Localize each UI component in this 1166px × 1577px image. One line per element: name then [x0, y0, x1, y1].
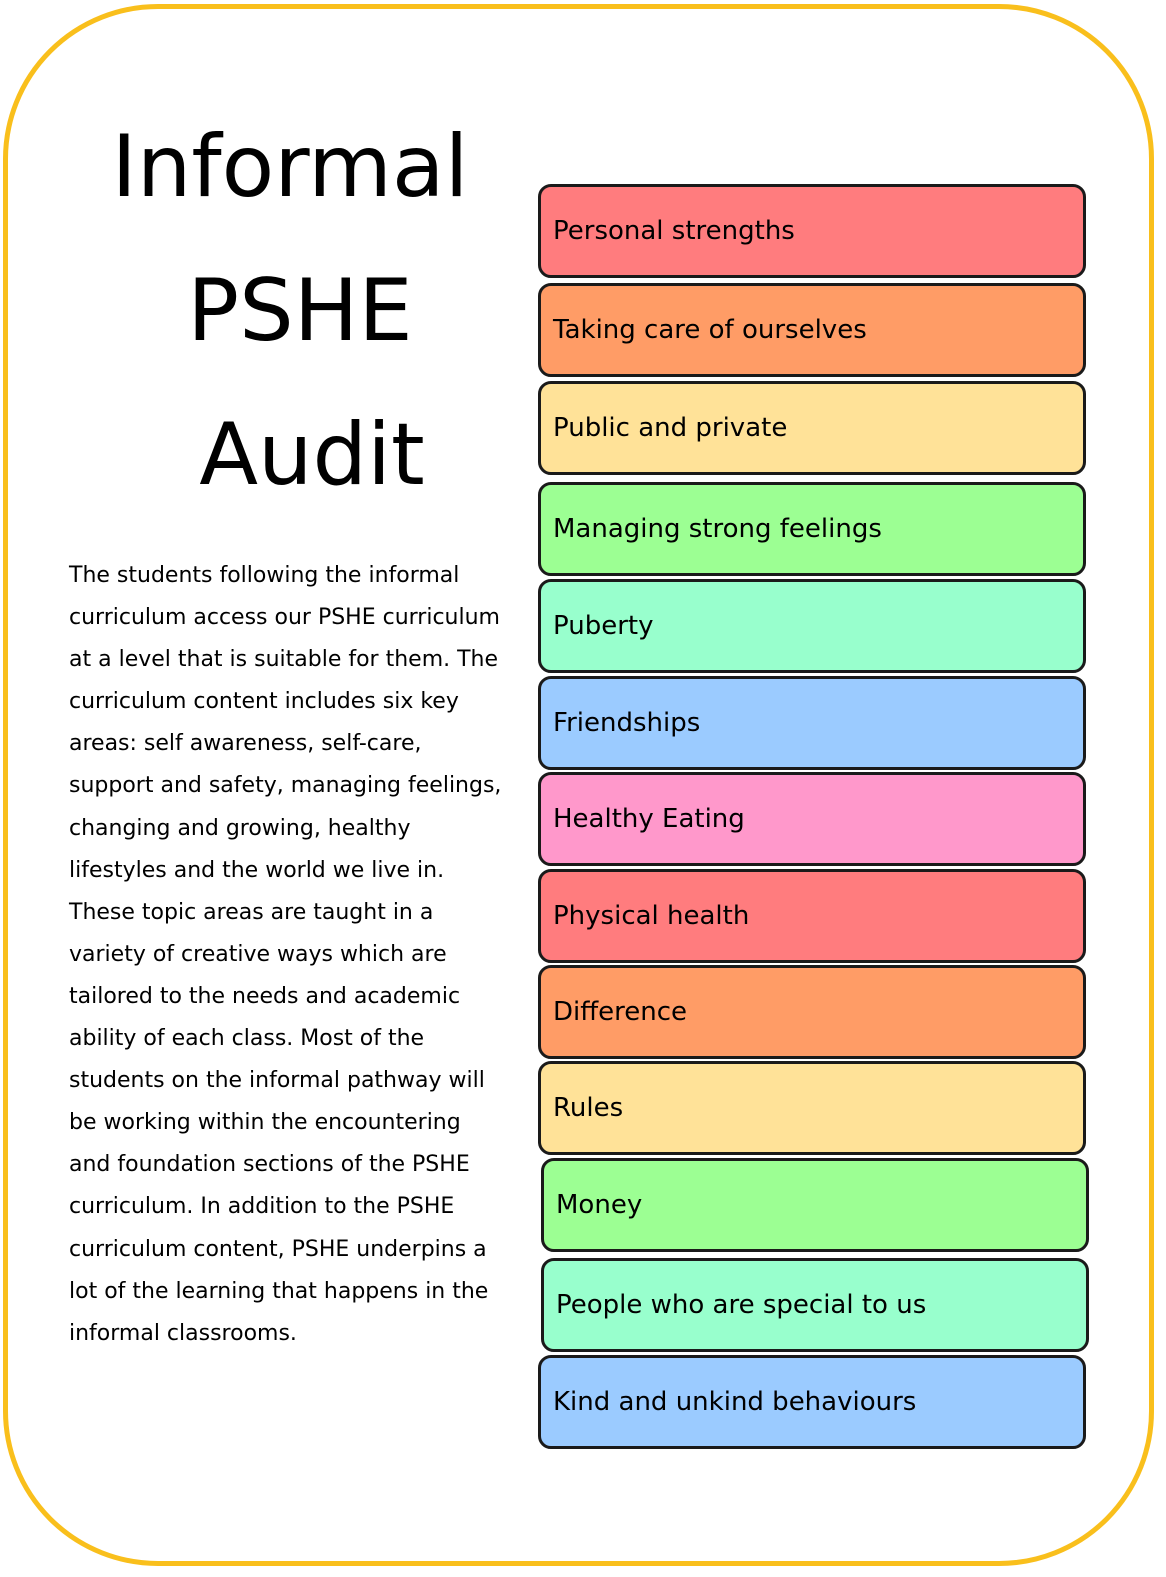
topic-box-puberty: Puberty	[538, 579, 1086, 673]
topic-box-friendships: Friendships	[538, 676, 1086, 770]
description-line: curriculum. In addition to the PSHE	[69, 1194, 455, 1220]
topic-box-physical-health: Physical health	[538, 869, 1086, 963]
page-title	[60, 95, 540, 527]
topic-box-managing-strong-feelings: Managing strong feelings	[538, 482, 1086, 576]
description-line: curriculum content, PSHE underpins a	[69, 1236, 487, 1262]
topic-box-people-who-are-special: People who are special to us	[541, 1258, 1089, 1352]
description-line: variety of creative ways which are	[69, 941, 447, 967]
description-line: ability of each class. Most of the	[69, 1026, 425, 1052]
description-line: areas: self awareness, self-care,	[69, 731, 422, 757]
description-line: be working within the encountering	[69, 1110, 461, 1136]
description-line: The students following the informal	[69, 563, 460, 588]
topic-box-kind-and-unkind-behaviours: Kind and unkind behaviours	[538, 1355, 1086, 1449]
description-line: changing and growing, healthy	[69, 815, 411, 841]
description-line: These topic areas are taught in a	[69, 899, 434, 925]
description-line: support and safety, managing feelings,	[69, 773, 502, 799]
description-paragraph	[69, 555, 534, 1355]
description-line: lifestyles and the world we live in.	[69, 857, 445, 883]
description-line: students on the informal pathway will	[69, 1068, 485, 1094]
description-line: curriculum content includes six key	[69, 689, 459, 715]
description-line: informal classrooms.	[69, 1320, 297, 1346]
topic-box-public-and-private: Public and private	[538, 381, 1086, 475]
topic-box-money: Money	[541, 1158, 1089, 1252]
description-line: curriculum access our PSHE curriculum	[69, 605, 500, 631]
description-line: lot of the learning that happens in the	[69, 1278, 489, 1304]
title-line-2: PSHE	[187, 261, 413, 361]
description-line: at a level that is suitable for them. The	[69, 647, 499, 673]
title-line-1: Informal	[111, 117, 469, 217]
description-line: and foundation sections of the PSHE	[69, 1152, 470, 1178]
title-line-3: Audit	[199, 405, 425, 505]
topic-box-healthy-eating: Healthy Eating	[538, 772, 1086, 866]
description-line: tailored to the needs and academic	[69, 983, 461, 1009]
topic-box-difference: Difference	[538, 965, 1086, 1059]
topic-box-personal-strengths: Personal strengths	[538, 184, 1086, 278]
topic-box-rules: Rules	[538, 1061, 1086, 1155]
topic-box-taking-care-of-ourselves: Taking care of ourselves	[538, 283, 1086, 377]
